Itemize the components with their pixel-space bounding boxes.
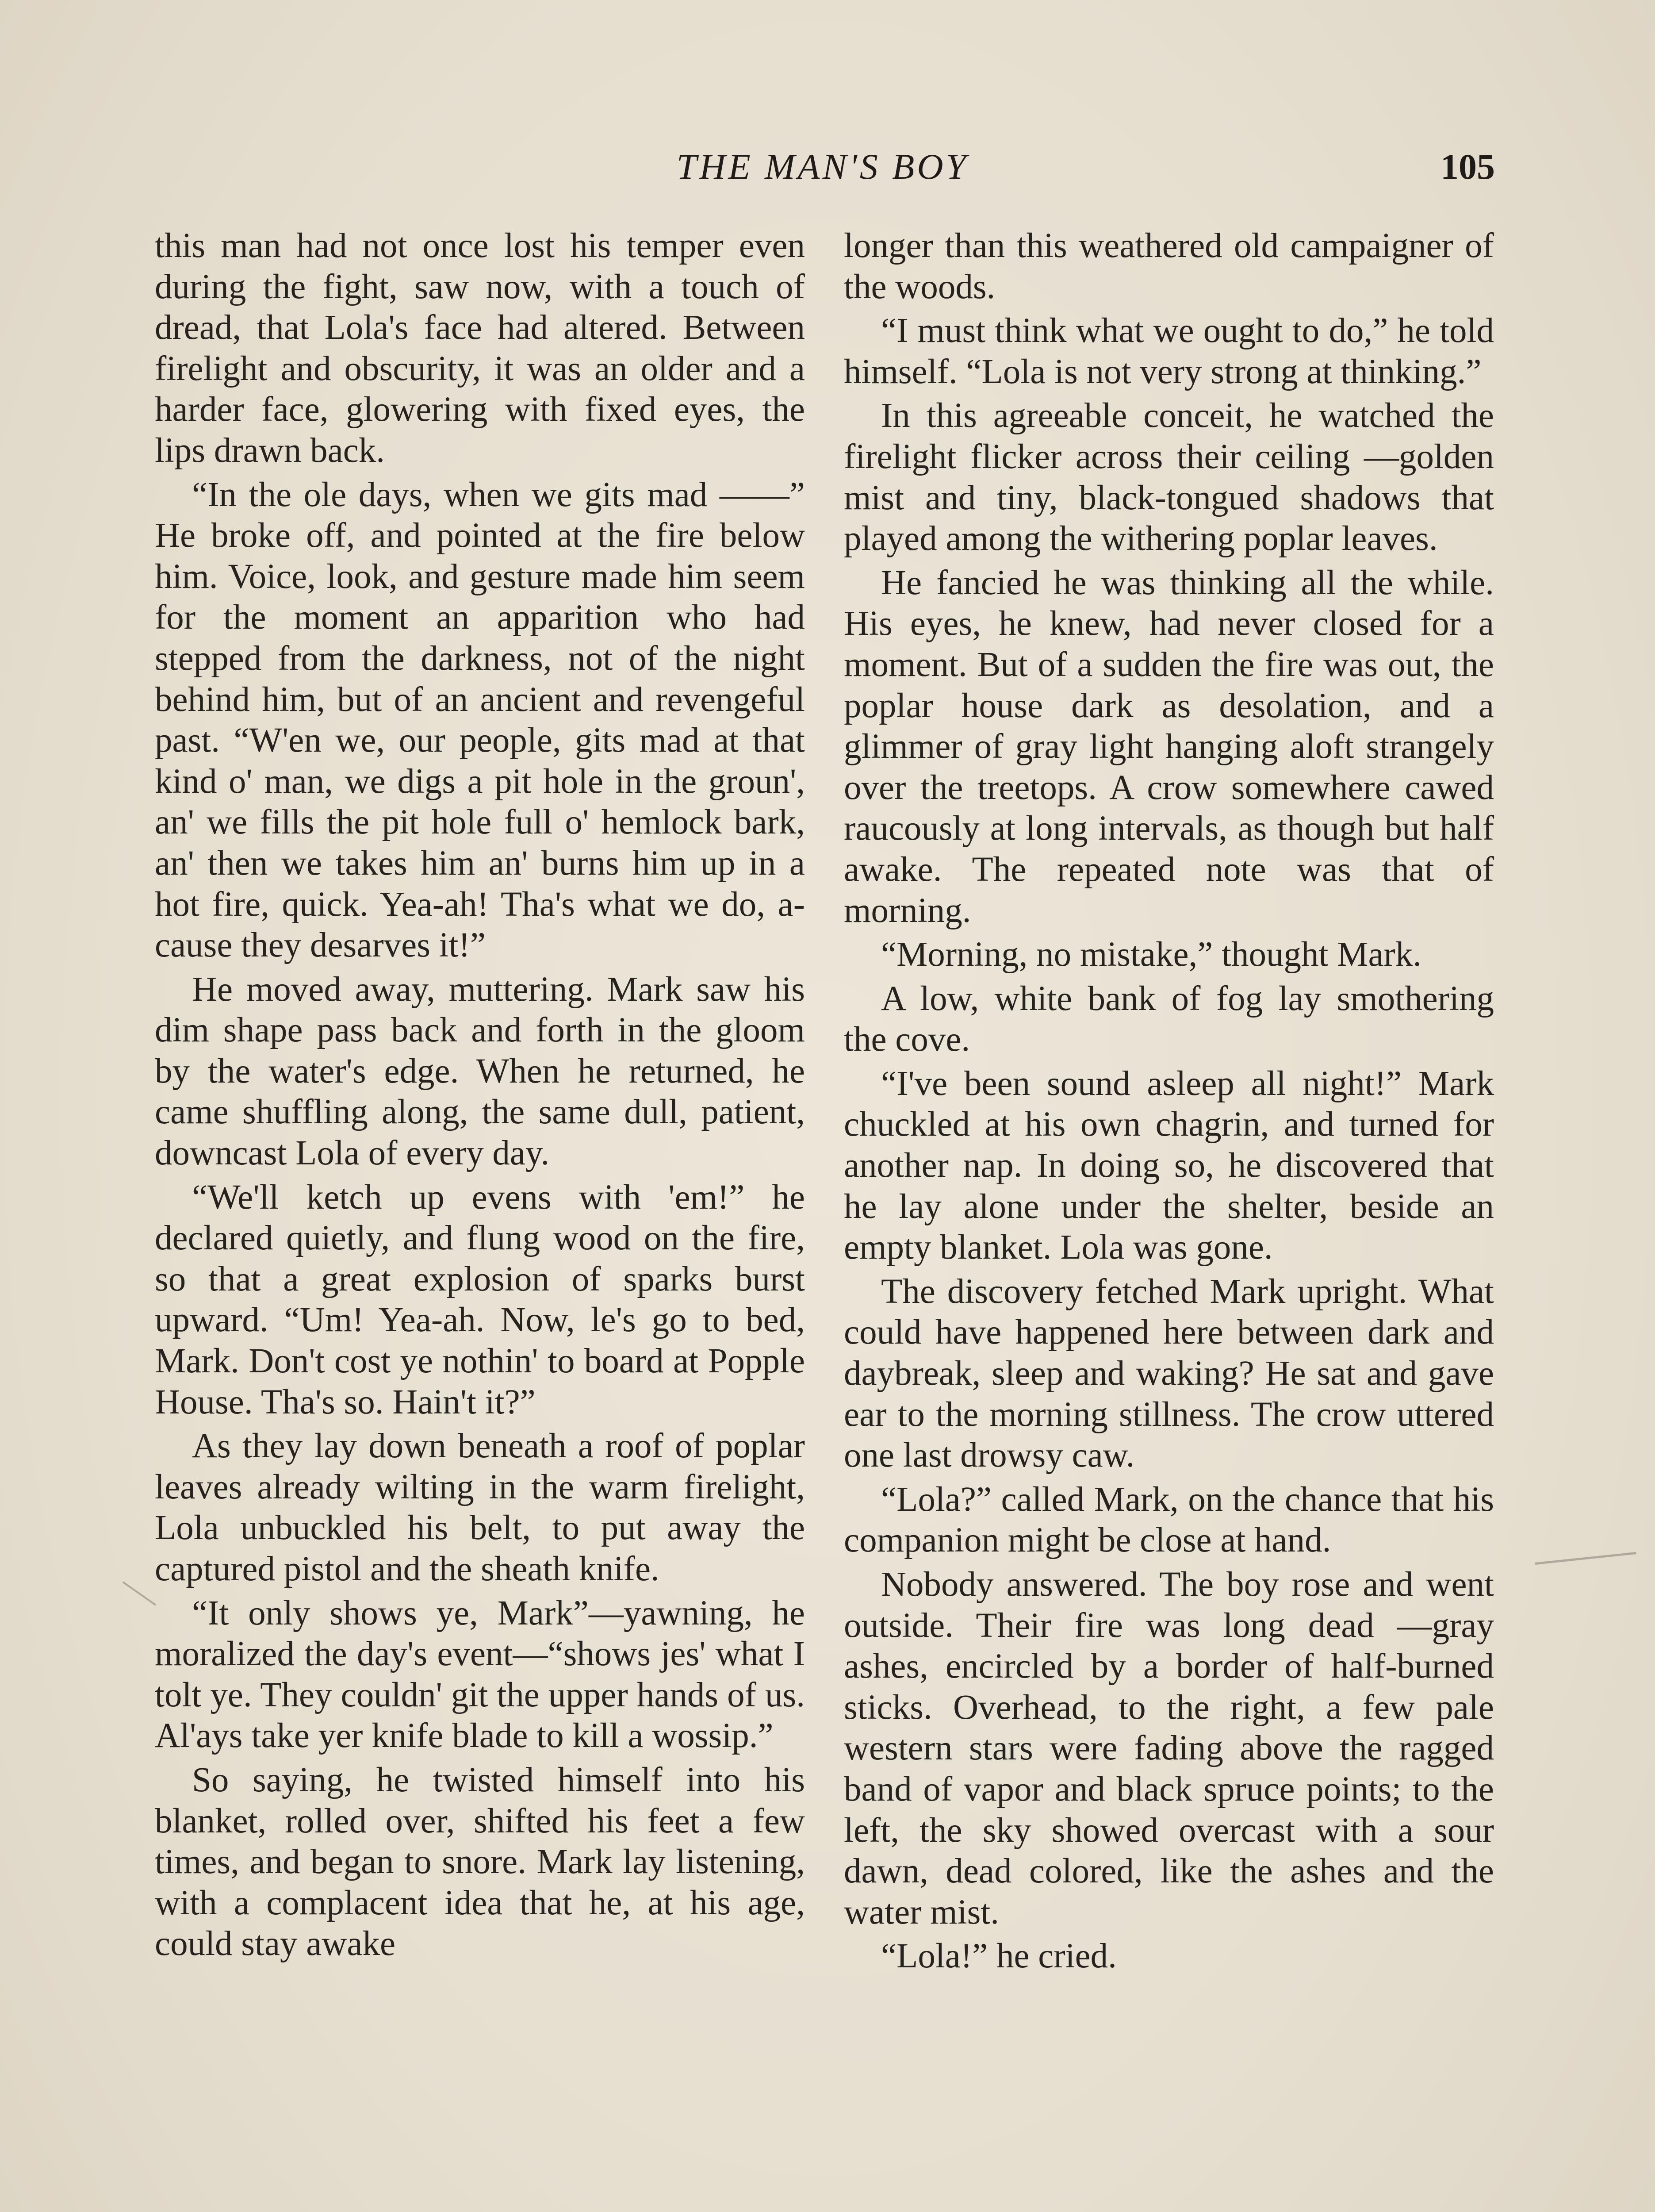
paragraph: “I must think what we ought to do,” he told himself. “Lola is not very strong at thinking.”	[844, 311, 1494, 391]
paragraph: “In the ole days, when we gits mad ——” He broke off, and pointed at the fire below him. Voice, look, and gesture made him seem for the moment an apparition who had stepped from the darkness, not of the night behind him, but of an ancient and revengeful past. “W'en we, our people, gits mad at that kind o' man, we digs a pit hole in the groun', an' we fills the pit hole full o' hemlock bark, an' then we takes him an' burns him up in a hot fire, quick. Yea-ah! Tha's what we do, a-cause they desarves it!”	[155, 475, 805, 965]
paragraph: He moved away, muttering. Mark saw his dim shape pass back and forth in the gloom by the water's edge. When he returned, he came shuffling along, the same dull, patient, downcast Lola of every day.	[155, 970, 805, 1173]
paragraph: “I've been sound asleep all night!” Mark chuckled at his own chagrin, and turned for another nap. In doing so, he discovered that he lay alone under the shelter, beside an empty blanket. Lola was gone.	[844, 1064, 1494, 1267]
paragraph: Nobody answered. The boy rose and went outside. Their fire was long dead —gray ashes, encircled by a border of half-burned sticks. Overhead, to the right, a few pale western stars were fading above the ragged band of vapor and black spruce points; to the left, the sky showed overcast with a sour dawn, dead colored, like the ashes and the water mist.	[844, 1565, 1494, 1932]
running-title: THE MAN'S BOY	[676, 146, 969, 187]
paragraph: longer than this weathered old campaigner of the woods.	[844, 227, 1494, 306]
paragraph: “Lola?” called Mark, on the chance that his companion might be close at hand.	[844, 1480, 1494, 1560]
paper-scratch	[123, 1582, 156, 1606]
paragraph: “Lola!” he cried.	[881, 1937, 1117, 1976]
paragraph: So saying, he twisted himself into his blanket, rolled over, shifted his feet a few times, and began to snore. Mark lay listening, with a complacent idea that he, at his age, could stay awake	[155, 1760, 805, 1963]
paragraph: this man had not once lost his temper even during the fight, saw now, with a touch of dread, that Lola's face had altered. Between firelight and obscurity, it was an older and a harder face, glowering with fixed eyes, the lips drawn back.	[155, 227, 805, 470]
paper-scratch	[1535, 1552, 1636, 1565]
paragraph: In this agreeable conceit, he watched the firelight flicker across their ceiling —golden mist and tiny, black-tongued shadows that played among the withering poplar leaves.	[844, 396, 1494, 558]
paragraph: The discovery fetched Mark upright. What could have happened here between dark and daybreak, sleep and waking? He sat and gave ear to the morning stillness. The crow uttered one last drowsy caw.	[844, 1272, 1494, 1475]
left-column	[155, 226, 805, 1968]
paragraph: A low, white bank of fog lay smothering the cove.	[844, 979, 1494, 1059]
page-number: 105	[1440, 146, 1495, 187]
paragraph: He fancied he was thinking all the while. His eyes, he knew, had never closed for a moment. But of a sudden the fire was out, the poplar house dark as desolation, and a glimmer of gray light hanging aloft strangely over the treetops. A crow somewhere cawed raucously at long intervals, as though but half awake. The repeated note was that of morning.	[844, 563, 1494, 930]
paragraph: “It only shows ye, Mark”—yawning, he moralized the day's event—“shows jes' what I tolt ye. They couldn' git the upper hands of us. Al'ays take yer knife blade to kill a wossip.”	[155, 1594, 805, 1755]
paragraph: “Morning, no mistake,” thought Mark.	[881, 935, 1422, 974]
paragraph: As they lay down beneath a roof of poplar leaves already wilting in the warm firelight, Lola unbuckled his belt, to put away the captured pistol and the sheath knife.	[155, 1427, 805, 1588]
page-header	[150, 146, 1495, 199]
right-column	[844, 226, 1494, 1980]
paragraph: “We'll ketch up evens with 'em!” he declared quietly, and flung wood on the fire, so that a great explosion of sparks burst upward. “Um! Yea-ah. Now, le's go to bed, Mark. Don't cost ye nothin' to board at Popple House. Tha's so. Hain't it?”	[155, 1178, 805, 1421]
